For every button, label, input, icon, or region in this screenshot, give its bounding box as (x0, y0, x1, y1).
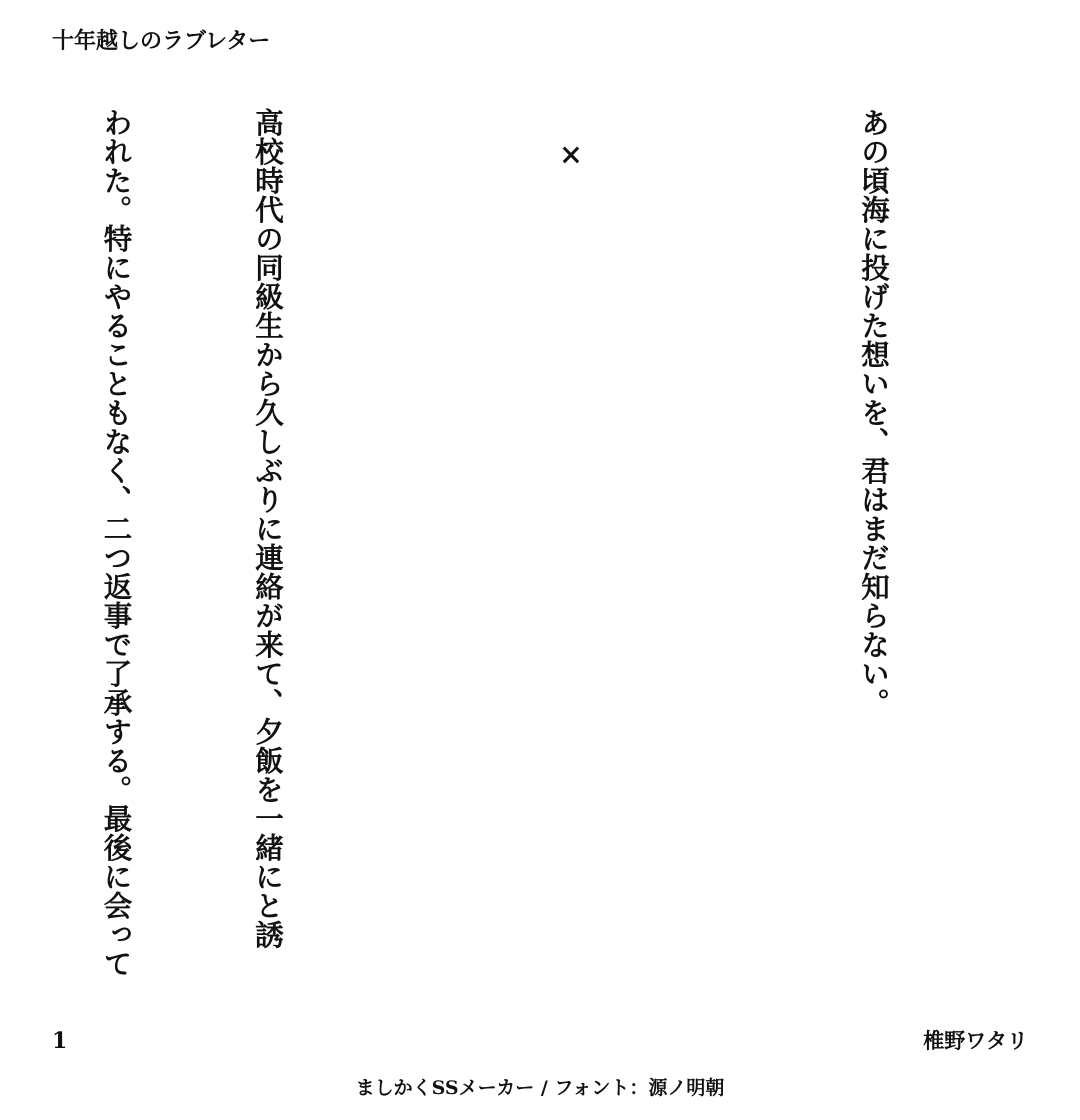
text-line (394, 108, 445, 988)
document-title: 十年越しのラブレター (52, 28, 271, 54)
text-line: 高校時代の同級生から久しぶりに連絡が来て、夕飯を一緒にと誘 (251, 108, 285, 949)
scene-break: × (554, 108, 588, 172)
footer-credit: ましかくSSメーカー / フォント：源ノ明朝 (355, 1077, 725, 1099)
text-line: あの頃海に投げた想いを、君はまだ知らない。 (857, 108, 891, 717)
story-body (0, 108, 1000, 988)
text-line (697, 108, 748, 988)
text-line: われた。特にやることもなく、二つ返事で了承する。最後に会って (99, 108, 134, 978)
page-number: 1 (52, 1028, 68, 1054)
author-name: 椎野ワタリ (923, 1028, 1028, 1053)
